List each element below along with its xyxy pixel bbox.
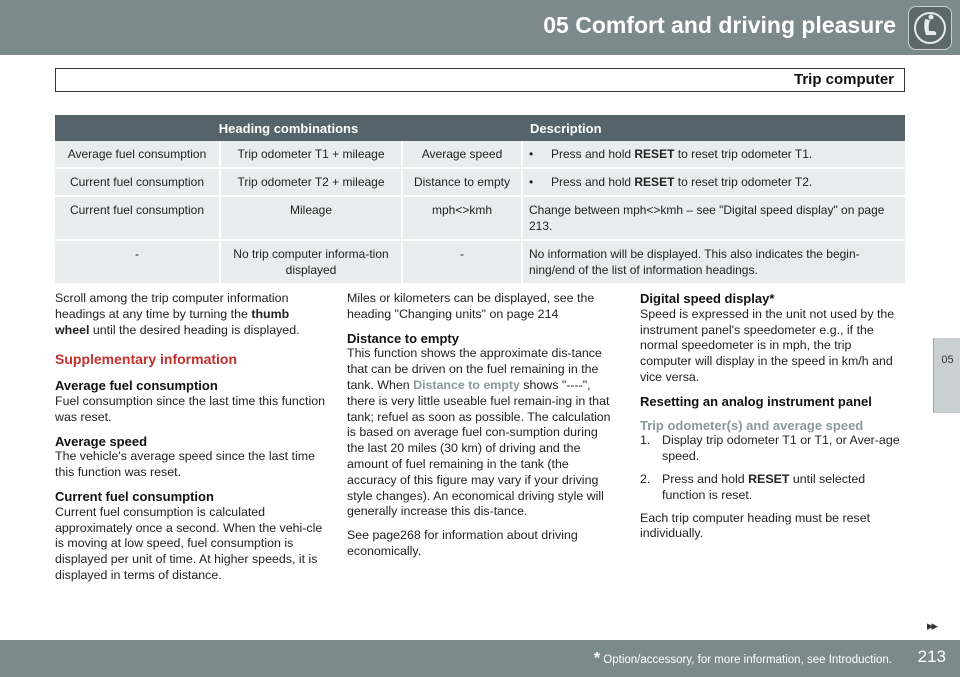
current-fuel-heading: Current fuel consumption	[55, 488, 214, 504]
desc-text: Press and hold	[551, 147, 635, 161]
desc-text: to reset trip odometer T2.	[674, 175, 813, 189]
digital-speed-text: Speed is expressed in the unit not used by the instrument panel's speedometer e.g., if the normal speedometer is in mph, the trip computer will display in the speed in km/h and vice versa.	[640, 306, 895, 384]
thumb-wheel-label: thumb wheel	[55, 306, 290, 337]
reset-label: RESET	[748, 471, 790, 486]
bullet-icon: •	[529, 175, 534, 189]
table-cell: Current fuel consumption	[55, 168, 220, 196]
text-column-3	[640, 291, 906, 550]
page-number: 213	[917, 647, 946, 666]
text-column-1	[55, 291, 325, 592]
text-column-2	[347, 291, 615, 568]
avg-speed-text: The vehicle's average speed since the last time this function was reset.	[55, 449, 315, 480]
economy-paragraph: See page268 for information about driving economically.	[347, 528, 578, 558]
supplementary-heading: Supplementary information	[55, 351, 238, 368]
reset-label: RESET	[634, 175, 675, 189]
distance-to-empty-highlight: Distance to empty	[413, 377, 520, 392]
reset-steps-list	[640, 433, 906, 503]
avg-fuel-text: Fuel consumption since the last time this function was reset.	[55, 393, 325, 424]
seat-icon	[908, 6, 952, 50]
distance-to-empty-text: This function shows the approximate dis-tance that can be driven on the fuel remaining in the tank. When Distance to empty shows "----", there is very little useable fuel remain-ing in that tank; refuel as soon as possible. The calculation is based on average fuel con-sumption during the last 20 miles (30 km) of driving and the amount of fuel remaining in the tank (the accuracy of this figure may vary if your driving style changes). An economical driving style will generally increase this dis-tance.	[347, 346, 611, 519]
desc-text: Press and hold	[551, 175, 635, 189]
current-fuel-text: Current fuel consumption is calculated approximately once a second. When the vehi-cle is moving at low speed, fuel consumption is displayed per unit of time. At higher speeds, it is displayed in terms of distance.	[55, 504, 323, 582]
section-title-box	[55, 68, 905, 92]
table-cell: Average fuel consumption	[55, 141, 220, 168]
digital-speed-heading: Digital speed display*	[640, 291, 775, 306]
side-tab-label: 05	[941, 354, 954, 366]
units-paragraph: Miles or kilometers can be displayed, see the heading "Changing units" on page 214	[347, 291, 595, 321]
table-header-description: Description	[522, 115, 905, 141]
avg-speed-heading: Average speed	[55, 433, 148, 449]
reset-analog-heading: Resetting an analog instrument panel	[640, 393, 872, 409]
chapter-side-tab	[933, 338, 960, 413]
reset-each-text: Each trip computer heading must be reset individually.	[640, 510, 871, 541]
table-cell: Mileage	[220, 196, 402, 240]
table-header-row	[55, 115, 905, 141]
table-cell-description: No information will be displayed. This also indicates the begin-ning/end of the list of information headings.	[522, 240, 905, 284]
table-row	[55, 196, 905, 240]
footnote: * Option/accessory, for more information, see Introduction.	[593, 650, 892, 667]
header-bar	[0, 0, 960, 55]
reset-label: RESET	[634, 147, 675, 161]
table-header-combinations: Heading combinations	[55, 115, 522, 141]
table-cell: Distance to empty	[402, 168, 522, 196]
table-cell: Current fuel consumption	[55, 196, 220, 240]
trip-odometer-subheading: Trip odometer(s) and average speed	[640, 417, 864, 433]
table-cell: Trip odometer T2 + mileage	[220, 168, 402, 196]
table-cell: -	[402, 240, 522, 284]
table-row	[55, 240, 905, 284]
heading-combinations-table	[55, 115, 905, 285]
table-row	[55, 168, 905, 196]
avg-fuel-heading: Average fuel consumption	[55, 378, 218, 394]
list-item: 1. Display trip odometer T1 or T1, or Aver-age speed.	[640, 433, 900, 464]
distance-to-empty-heading: Distance to empty	[347, 330, 459, 346]
table-cell-description	[522, 168, 905, 196]
section-title: Trip computer	[793, 71, 894, 88]
asterisk-icon: *	[593, 650, 601, 667]
next-page-arrows-icon: ▸▸	[926, 618, 936, 633]
table-cell: -	[55, 240, 220, 284]
footer-bar	[0, 640, 960, 677]
desc-text: to reset trip odometer T1.	[674, 147, 813, 161]
table-row	[55, 141, 905, 168]
table-cell: mph<>kmh	[402, 196, 522, 240]
intro-paragraph: Scroll among the trip computer information headings at any time by turning the thumb wheel until the desired heading is displayed.	[55, 291, 300, 337]
bullet-icon: •	[529, 147, 534, 161]
table-cell-description	[522, 141, 905, 168]
chapter-title: 05 Comfort and driving pleasure	[543, 12, 896, 38]
list-item: 2. Press and hold RESET until selected function is reset.	[640, 471, 866, 502]
table-cell-description: Change between mph<>kmh – see "Digital speed display" on page 213.	[522, 196, 905, 240]
table-cell: Average speed	[402, 141, 522, 168]
table-cell: No trip computer informa-tion displayed	[220, 240, 402, 284]
table-cell: Trip odometer T1 + mileage	[220, 141, 402, 168]
